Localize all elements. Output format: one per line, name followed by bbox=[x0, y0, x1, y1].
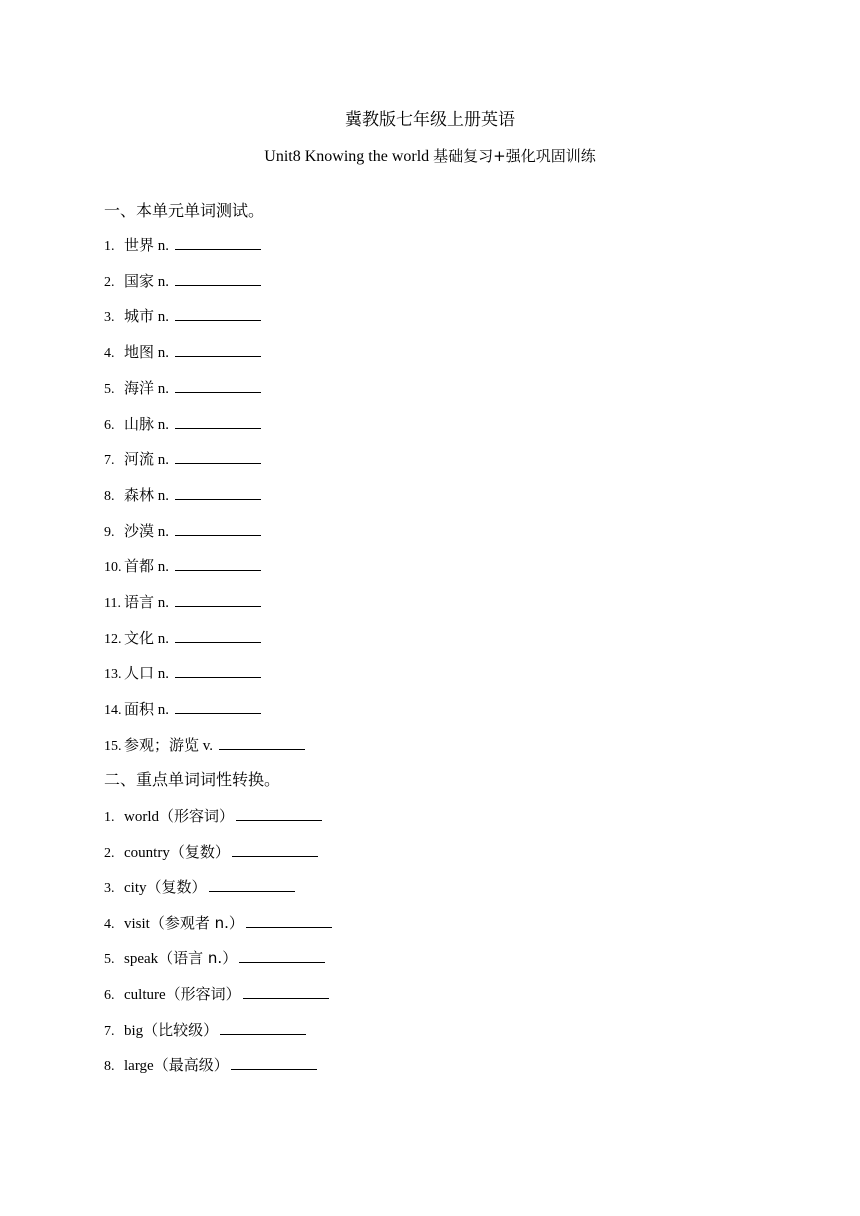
item-number: 6. bbox=[104, 988, 115, 1003]
answer-blank[interactable] bbox=[243, 984, 329, 999]
answer-blank[interactable] bbox=[219, 735, 305, 750]
item-number: 8. bbox=[104, 489, 115, 504]
item-part-of-speech: n. bbox=[154, 381, 173, 397]
item-hint: （语言 n.） bbox=[158, 949, 238, 967]
item-number: 10. bbox=[104, 560, 122, 575]
item-part-of-speech: n. bbox=[154, 488, 173, 504]
vocab-item bbox=[104, 555, 261, 579]
item-number: 6. bbox=[104, 418, 115, 433]
vocab-item bbox=[104, 591, 261, 615]
item-part-of-speech: n. bbox=[154, 452, 173, 468]
document-title: 冀教版七年级上册英语 bbox=[345, 110, 515, 130]
item-chinese-word: 首都 bbox=[124, 557, 155, 575]
item-chinese-word: 人口 bbox=[124, 664, 155, 682]
word-form-item bbox=[104, 912, 332, 936]
answer-blank[interactable] bbox=[175, 521, 261, 536]
item-english-word: city bbox=[124, 880, 147, 896]
vocab-item bbox=[104, 448, 261, 472]
item-part-of-speech: n. bbox=[154, 309, 173, 325]
item-chinese-word: 文化 bbox=[124, 629, 155, 647]
answer-blank[interactable] bbox=[175, 592, 261, 607]
item-hint: （最高级） bbox=[153, 1056, 229, 1074]
item-part-of-speech: n. bbox=[154, 238, 173, 254]
vocab-item bbox=[104, 734, 305, 758]
vocab-item bbox=[104, 627, 261, 651]
item-part-of-speech: n. bbox=[154, 595, 173, 611]
item-english-word: country bbox=[124, 845, 170, 861]
item-number: 2. bbox=[104, 846, 115, 861]
answer-blank[interactable] bbox=[175, 414, 261, 429]
vocab-item bbox=[104, 520, 261, 544]
answer-blank[interactable] bbox=[232, 842, 318, 857]
item-chinese-word: 世界 bbox=[124, 236, 155, 254]
item-chinese-word: 海洋 bbox=[124, 379, 155, 397]
item-hint: （形容词） bbox=[165, 985, 241, 1003]
answer-blank[interactable] bbox=[220, 1020, 306, 1035]
answer-blank[interactable] bbox=[175, 485, 261, 500]
item-number: 14. bbox=[104, 703, 122, 718]
item-number: 7. bbox=[104, 1024, 115, 1039]
answer-blank[interactable] bbox=[175, 235, 261, 250]
subtitle-chinese: 基础复习+强化巩固训练 bbox=[433, 147, 596, 165]
item-number: 4. bbox=[104, 917, 115, 932]
section2-heading: 二、重点单词词性转换。 bbox=[104, 770, 281, 789]
item-part-of-speech: n. bbox=[154, 417, 173, 433]
word-form-item bbox=[104, 841, 318, 865]
answer-blank[interactable] bbox=[175, 699, 261, 714]
item-number: 1. bbox=[104, 810, 115, 825]
word-form-item bbox=[104, 947, 325, 971]
answer-blank[interactable] bbox=[175, 663, 261, 678]
vocab-item bbox=[104, 662, 261, 686]
vocab-item bbox=[104, 234, 261, 258]
item-part-of-speech: n. bbox=[154, 631, 173, 647]
item-number: 11. bbox=[104, 596, 121, 611]
item-part-of-speech: v. bbox=[199, 738, 217, 754]
answer-blank[interactable] bbox=[231, 1055, 317, 1070]
word-form-item bbox=[104, 1054, 317, 1078]
vocab-item bbox=[104, 305, 261, 329]
item-hint: （比较级） bbox=[143, 1021, 219, 1039]
item-number: 1. bbox=[104, 239, 115, 254]
item-number: 3. bbox=[104, 881, 115, 896]
item-chinese-word: 山脉 bbox=[124, 415, 155, 433]
item-english-word: visit bbox=[124, 916, 150, 932]
item-chinese-word: 语言 bbox=[124, 593, 155, 611]
item-hint: （形容词） bbox=[159, 807, 235, 825]
item-chinese-word: 河流 bbox=[124, 450, 155, 468]
item-number: 8. bbox=[104, 1059, 115, 1074]
item-part-of-speech: n. bbox=[154, 274, 173, 290]
item-chinese-word: 地图 bbox=[124, 343, 155, 361]
item-chinese-word: 参观；游览 bbox=[124, 736, 200, 754]
item-chinese-word: 国家 bbox=[124, 272, 155, 290]
item-number: 13. bbox=[104, 667, 122, 682]
item-chinese-word: 森林 bbox=[124, 486, 155, 504]
answer-blank[interactable] bbox=[175, 628, 261, 643]
item-number: 7. bbox=[104, 453, 115, 468]
section1-heading: 一、本单元单词测试。 bbox=[104, 201, 265, 220]
answer-blank[interactable] bbox=[246, 913, 332, 928]
answer-blank[interactable] bbox=[236, 806, 322, 821]
item-number: 15. bbox=[104, 739, 122, 754]
vocab-item bbox=[104, 341, 261, 365]
item-english-word: culture bbox=[124, 987, 166, 1003]
item-english-word: large bbox=[124, 1058, 154, 1074]
item-hint: （复数） bbox=[169, 843, 230, 861]
answer-blank[interactable] bbox=[175, 271, 261, 286]
item-part-of-speech: n. bbox=[154, 345, 173, 361]
word-form-item bbox=[104, 1019, 306, 1043]
item-english-word: world bbox=[124, 809, 159, 825]
document-subtitle bbox=[0, 145, 860, 168]
subtitle-english: Unit8 Knowing the world bbox=[264, 148, 434, 165]
item-english-word: speak bbox=[124, 951, 159, 967]
vocab-item bbox=[104, 698, 261, 722]
answer-blank[interactable] bbox=[175, 342, 261, 357]
item-number: 5. bbox=[104, 952, 115, 967]
item-chinese-word: 面积 bbox=[124, 700, 155, 718]
vocab-item bbox=[104, 377, 261, 401]
item-chinese-word: 城市 bbox=[124, 307, 155, 325]
item-number: 3. bbox=[104, 310, 115, 325]
answer-blank[interactable] bbox=[175, 556, 261, 571]
word-form-item bbox=[104, 805, 322, 829]
item-part-of-speech: n. bbox=[154, 666, 173, 682]
item-part-of-speech: n. bbox=[154, 702, 173, 718]
vocab-item bbox=[104, 270, 261, 294]
answer-blank[interactable] bbox=[175, 449, 261, 464]
item-chinese-word: 沙漠 bbox=[124, 522, 155, 540]
item-hint: （复数） bbox=[146, 878, 207, 896]
item-hint: （参观者 n.） bbox=[149, 914, 244, 932]
answer-blank[interactable] bbox=[209, 877, 295, 892]
item-english-word: big bbox=[124, 1023, 144, 1039]
vocab-item bbox=[104, 413, 261, 437]
item-number: 2. bbox=[104, 275, 115, 290]
item-number: 4. bbox=[104, 346, 115, 361]
vocab-item bbox=[104, 484, 261, 508]
answer-blank[interactable] bbox=[175, 306, 261, 321]
item-number: 5. bbox=[104, 382, 115, 397]
answer-blank[interactable] bbox=[175, 378, 261, 393]
item-number: 9. bbox=[104, 525, 115, 540]
item-part-of-speech: n. bbox=[154, 559, 173, 575]
item-part-of-speech: n. bbox=[154, 524, 173, 540]
word-form-item bbox=[104, 983, 329, 1007]
word-form-item bbox=[104, 876, 295, 900]
answer-blank[interactable] bbox=[239, 948, 325, 963]
item-number: 12. bbox=[104, 632, 122, 647]
